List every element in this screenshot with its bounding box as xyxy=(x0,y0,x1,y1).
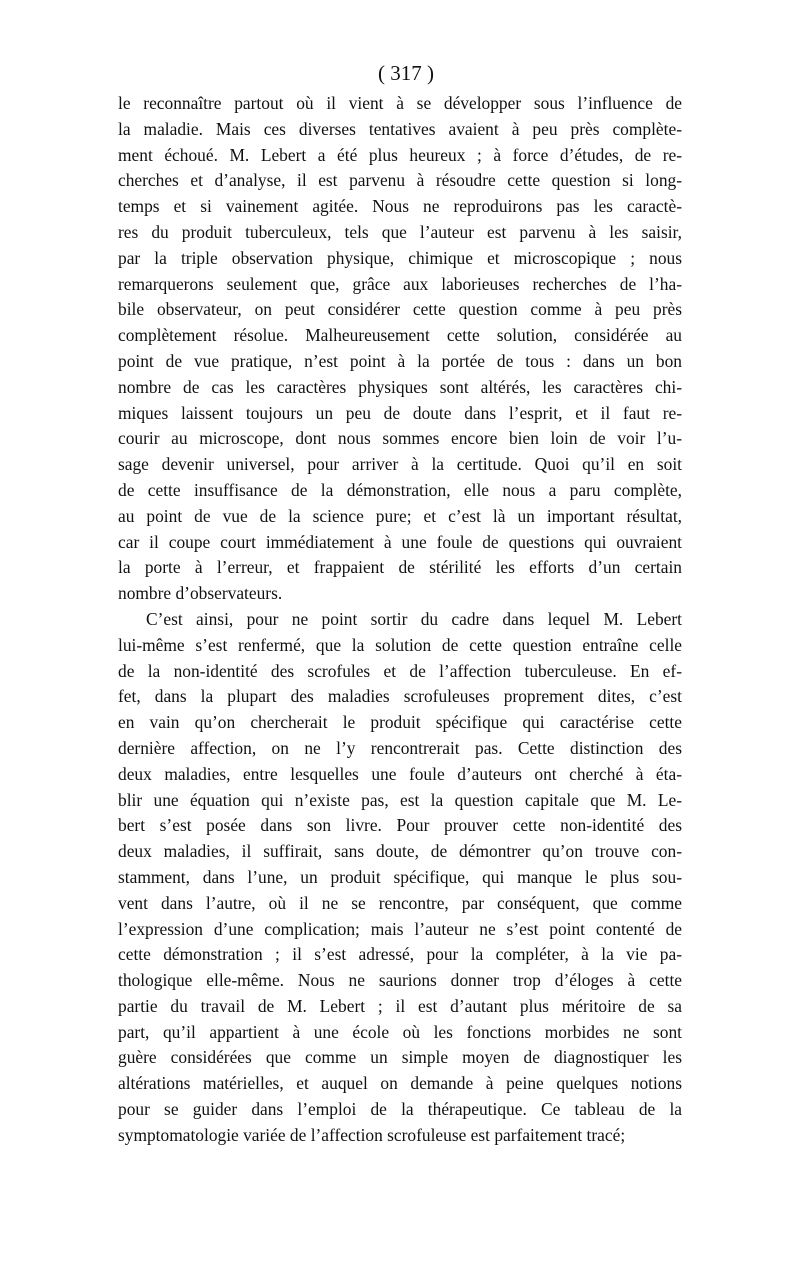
paragraph xyxy=(118,91,682,607)
text-line: nombre d’observateurs. xyxy=(118,583,283,604)
text-line: remarquerons seulement que, grâce aux laborieuses recherches de l’ha- xyxy=(118,273,682,294)
text-line: l’expression d’une complication; mais l’auteur ne s’est point contenté de xyxy=(118,918,682,939)
text-line: symptomatologie variée de l’affection scrofuleuse est parfaitement tracé; xyxy=(118,1124,626,1145)
text-line: la porte à l’erreur, et frappaient de stérilité les efforts d’un certain xyxy=(118,557,682,578)
page-number: ( 317 ) xyxy=(378,61,434,85)
text-line: bert s’est posée dans son livre. Pour prouver cette non-identité des xyxy=(118,815,682,836)
paragraph xyxy=(118,607,682,1149)
text-line: bile observateur, on peut considérer cette question comme à peu près xyxy=(118,299,682,320)
text-line: de la non-identité des scrofules et de l’affection tuberculeuse. En ef- xyxy=(118,660,682,681)
text-line: car il coupe court immédiatement à une foule de questions qui ouvraient xyxy=(118,531,682,552)
text-line: guère considérées que comme un simple moyen de diagnostiquer les xyxy=(118,1047,682,1068)
body-text xyxy=(118,91,682,1149)
text-line: sage devenir universel, pour arriver à la certitude. Quoi qu’il en soit xyxy=(118,454,682,475)
text-line: complètement résolue. Malheureusement cette solution, considérée au xyxy=(118,325,682,346)
text-line: par la triple observation physique, chimique et microscopique ; nous xyxy=(118,247,682,268)
text-line: dernière affection, on ne l’y rencontrerait pas. Cette distinction des xyxy=(118,737,682,758)
text-line: deux maladies, il suffirait, sans doute, de démontrer qu’on trouve con- xyxy=(118,841,682,862)
text-line: C’est ainsi, pour ne point sortir du cadre dans lequel M. Lebert xyxy=(146,608,682,629)
text-line: en vain qu’on chercherait le produit spécifique qui caractérise cette xyxy=(118,712,682,733)
text-line: temps et si vainement agitée. Nous ne reproduirons pas les caractè- xyxy=(118,196,682,217)
text-line: la maladie. Mais ces diverses tentatives avaient à peu près complète- xyxy=(118,118,682,139)
text-line: point de vue pratique, n’est point à la portée de tous : dans un bon xyxy=(118,350,682,371)
text-line: le reconnaître partout où il vient à se développer sous l’influence de xyxy=(118,93,682,113)
text-line: cette démonstration ; il s’est adressé, pour la compléter, à la vie pa- xyxy=(118,944,682,965)
text-line: miques laissent toujours un peu de doute dans l’esprit, et il faut re- xyxy=(118,402,682,423)
text-line: altérations matérielles, et auquel on demande à peine quelques notions xyxy=(118,1073,682,1094)
text-line: blir une équation qui n’existe pas, est la question capitale que M. Le- xyxy=(118,789,682,810)
text-line: stamment, dans l’une, un produit spécifique, qui manque le plus sou- xyxy=(118,866,682,887)
text-line: nombre de cas les caractères physiques sont altérés, les caractères chi- xyxy=(118,376,682,397)
text-line: cherches et d’analyse, il est parvenu à résoudre cette question si long- xyxy=(118,170,682,191)
text-line: deux maladies, entre lesquelles une foule d’auteurs ont cherché à éta- xyxy=(118,763,682,784)
text-line: fet, dans la plupart des maladies scrofuleuses proprement dites, c’est xyxy=(118,686,682,707)
text-line: lui-même s’est renfermé, que la solution de cette question entraîne celle xyxy=(118,634,682,655)
text-line: pour se guider dans l’emploi de la thérapeutique. Ce tableau de la xyxy=(118,1099,682,1120)
text-line: thologique elle-même. Nous ne saurions donner trop d’éloges à cette xyxy=(118,970,682,991)
text-line: ment échoué. M. Lebert a été plus heureux ; à force d’études, de re- xyxy=(118,144,682,165)
text-line: vent dans l’autre, où il ne se rencontre, par conséquent, que comme xyxy=(118,892,682,913)
text-line: partie du travail de M. Lebert ; il est d’autant plus méritoire de sa xyxy=(118,995,682,1016)
text-line: part, qu’il appartient à une école où les fonctions morbides ne sont xyxy=(118,1021,682,1042)
text-line: courir au microscope, dont nous sommes encore bien loin de voir l’u- xyxy=(118,428,682,449)
text-line: au point de vue de la science pure; et c’est là un important résultat, xyxy=(118,505,682,526)
book-page xyxy=(118,55,682,1149)
text-line: res du produit tuberculeux, tels que l’auteur est parvenu à les saisir, xyxy=(118,221,682,242)
text-line: de cette insuffisance de la démonstration, elle nous a paru complète, xyxy=(118,479,682,500)
